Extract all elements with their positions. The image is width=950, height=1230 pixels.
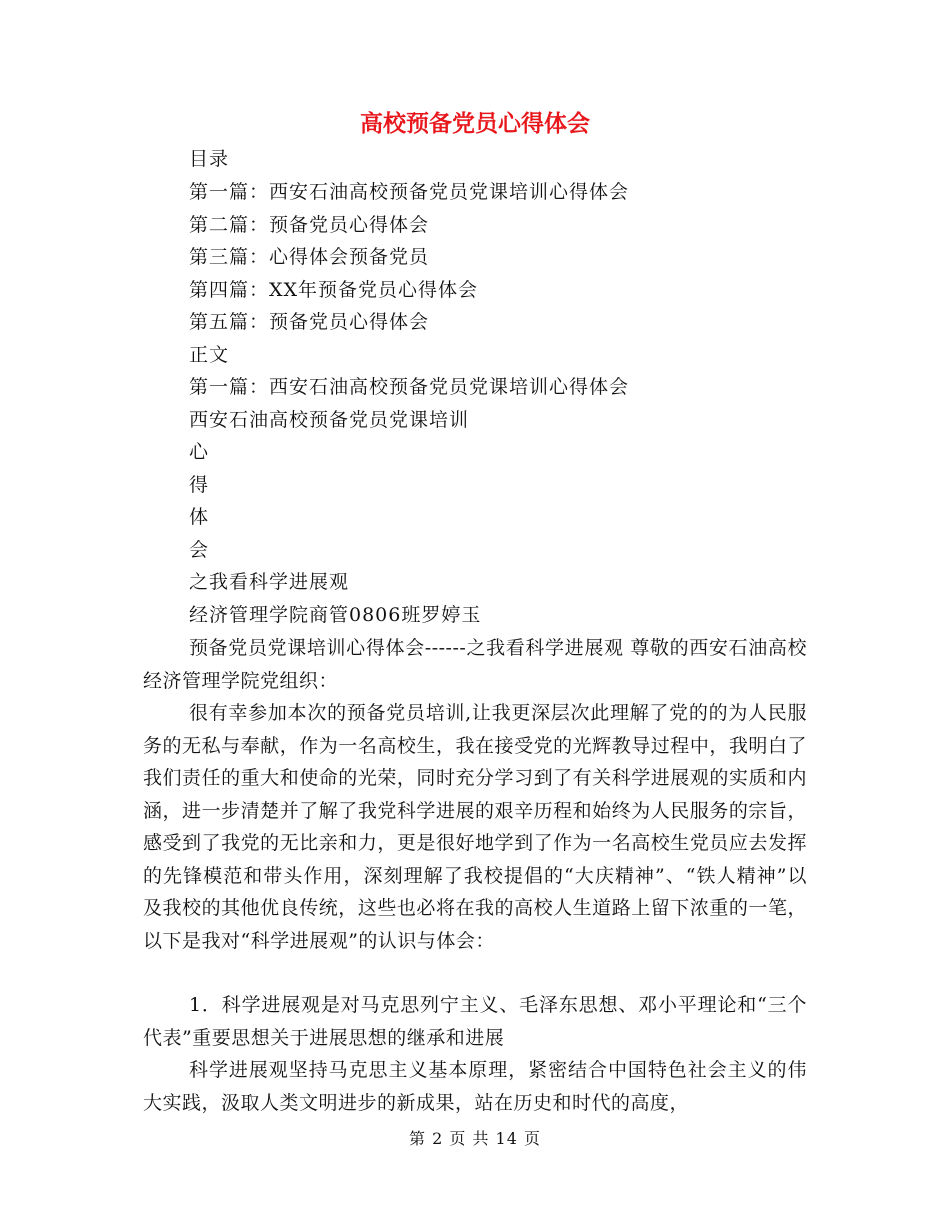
paragraph-3: 1．科学进展观是对马克思列宁主义、毛泽东思想、邓小平理论和“三个代表”重要思想关于进展思想的继承和进展: [143, 994, 807, 1049]
section1-heading: 第一篇：西安石油高校预备党员党课培训心得体会: [189, 376, 630, 398]
vertical-char-3: 体: [189, 506, 210, 528]
vertical-char-4: 会: [189, 539, 210, 561]
paragraph-4: 科学进展观坚持马克思主义基本原理，紧密结合中国特色社会主义的伟大实践，汲取人类文明进步的新成果，站在历史和时代的高度，: [143, 1059, 807, 1114]
toc-item-5: 第五篇：预备党员心得体会: [189, 311, 430, 333]
body-heading: 正文: [189, 344, 230, 366]
paragraph-2: 很有幸参加本次的预备党员培训,让我更深层次此理解了党的的为人民服务的无私与奉献，作为一名高校生，我在接受党的光辉教导过程中，我明白了我们责任的重大和使命的光荣，同时充分学习到了有关科学进展观的实质和内涵，进一步清楚并了解了我党科学进展的艰辛历程和始终为人民服务的宗旨，感受到了我党的无比亲和力，更是很好地学到了作为一名高校生党员应去发挥的先锋模范和带头作用，深刻理解了我校提倡的“大庆精神”、“铁人精神”以及我校的其他优良传统，这些也必将在我的高校人生道路上留下浓重的一笔，以下是我对“科学进展观”的认识与体会：: [143, 702, 807, 952]
toc-item-3: 第三篇：心得体会预备党员: [189, 246, 430, 268]
subtitle-2: 之我看科学进展观: [189, 571, 350, 593]
vertical-char-2: 得: [189, 474, 210, 496]
paragraph-1: 预备党员党课培训心得体会------之我看科学进展观 尊敬的西安石油高校经济管理学院党组织：: [143, 637, 807, 692]
page-number-footer: 第 2 页 共 14 页: [409, 1129, 541, 1148]
document-title: 高校预备党员心得体会: [360, 110, 590, 137]
toc-item-2: 第二篇：预备党员心得体会: [189, 214, 430, 236]
author-line: 经济管理学院商管0806班罗婷玉: [189, 604, 482, 626]
vertical-char-1: 心: [189, 441, 210, 463]
toc-item-1: 第一篇：西安石油高校预备党员党课培训心得体会: [189, 181, 630, 203]
subtitle-line: 西安石油高校预备党员党课培训: [189, 409, 470, 431]
toc-item-4: 第四篇：XX年预备党员心得体会: [189, 279, 479, 301]
toc-heading: 目录: [189, 148, 230, 170]
